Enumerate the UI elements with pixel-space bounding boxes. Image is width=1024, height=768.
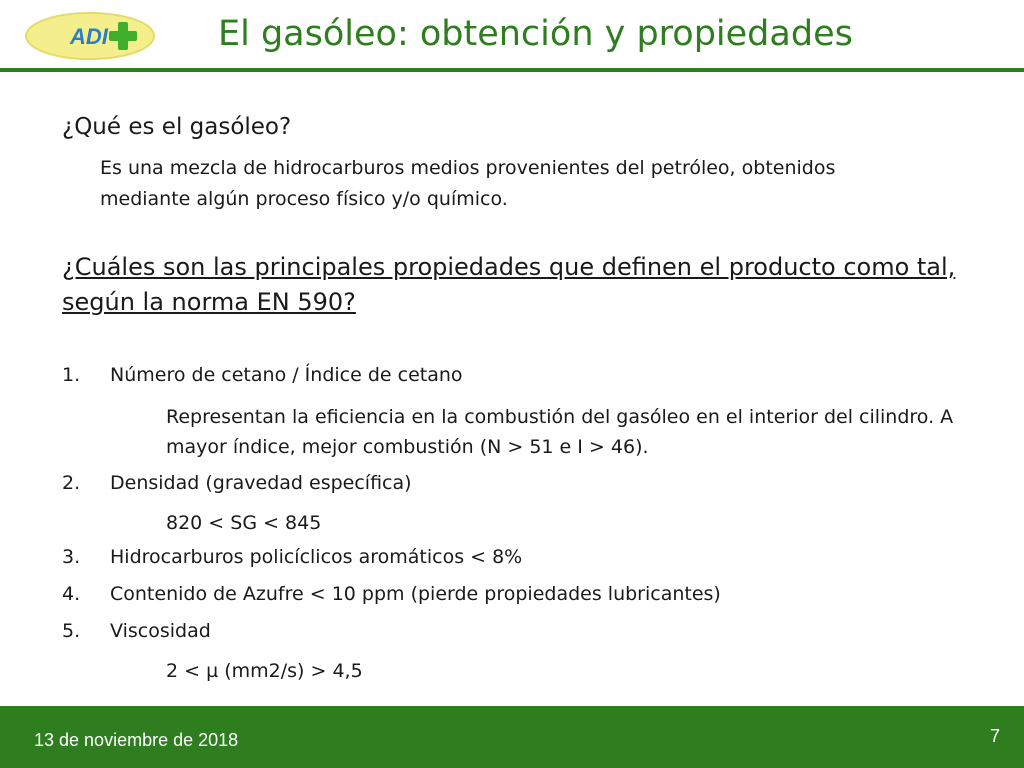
intro-question: ¿Qué es el gasóleo?: [62, 114, 292, 140]
list-item-label: Hidrocarburos policíclicos aromáticos < 8%: [110, 546, 523, 568]
adi-logo: [24, 10, 162, 62]
page-title: El gasóleo: obtención y propiedades: [218, 14, 853, 54]
list-item-number: 1.: [62, 364, 81, 386]
list-item-detail: Representan la eficiencia en la combustión del gasóleo en el interior del cilindro. A mayor índice, mejor combustión (N > 51 e I > 46).: [166, 406, 954, 458]
list-item-label: Densidad (gravedad específica): [110, 472, 412, 494]
list-item-number: 3.: [62, 546, 81, 568]
list-item-label: Viscosidad: [110, 620, 211, 642]
list-item-number: 4.: [62, 583, 81, 605]
footer-bar: [0, 706, 1024, 768]
properties-question: ¿Cuáles son las principales propiedades que definen el producto como tal, según la norma EN 590?: [62, 253, 956, 316]
logo-text: ADI: [70, 24, 108, 49]
title-divider: [0, 68, 1024, 72]
list-item-number: 5.: [62, 620, 81, 642]
list-item-detail: 2 < µ (mm2/s) > 4,5: [166, 660, 363, 682]
list-item-number: 2.: [62, 472, 81, 494]
list-item-detail: 820 < SG < 845: [166, 512, 322, 534]
footer-date: 13 de noviembre de 2018: [34, 730, 239, 750]
intro-answer: Es una mezcla de hidrocarburos medios provenientes del petróleo, obtenidos mediante algún proceso físico y/o químico.: [100, 157, 836, 210]
list-item-label: Número de cetano / Índice de cetano: [110, 364, 463, 386]
list-item-label: Contenido de Azufre < 10 ppm (pierde propiedades lubricantes): [110, 583, 721, 605]
page-number: 7: [989, 726, 1000, 746]
